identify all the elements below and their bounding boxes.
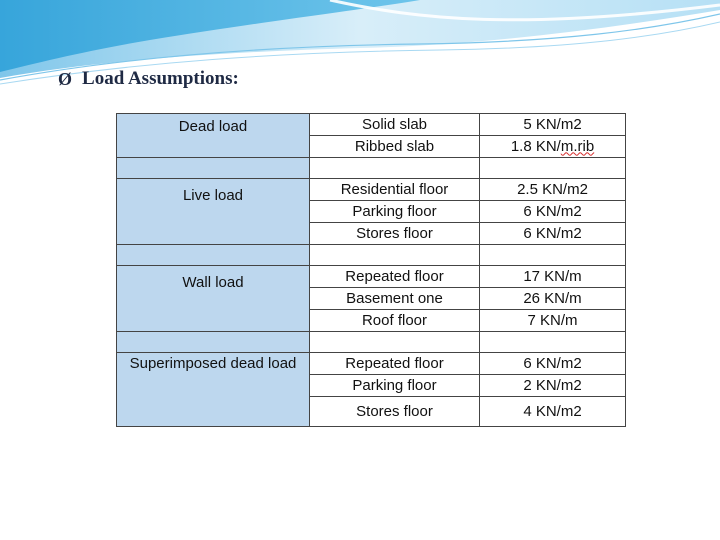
spacer-cell [117,332,310,353]
spacer-cell [310,158,480,179]
spacer-cell [480,245,626,266]
value-cell: 2 KN/m2 [480,375,626,397]
table-row [117,179,626,201]
item-cell: Ribbed slab [310,136,480,158]
table-row [117,114,626,136]
arrow-bullet-icon: Ø [58,68,73,89]
item-cell: Roof floor [310,310,480,332]
spacer-cell [117,158,310,179]
value-cell: 6 KN/m2 [480,201,626,223]
spacer-cell [117,245,310,266]
item-cell: Stores floor [310,223,480,245]
table-row [117,353,626,375]
item-cell: Stores floor [310,397,480,427]
category-live-load: Live load [117,179,310,245]
item-cell: Parking floor [310,375,480,397]
spellcheck-underlined-text: m.rib [560,137,595,155]
spacer-row [117,332,626,353]
category-dead-load: Dead load [117,114,310,158]
spacer-cell [310,332,480,353]
spacer-row [117,245,626,266]
slide-heading [58,68,239,90]
value-cell: 6 KN/m2 [480,353,626,375]
value-cell: 6 KN/m2 [480,223,626,245]
value-cell [480,136,626,158]
item-cell: Basement one [310,288,480,310]
item-cell: Residential floor [310,179,480,201]
spacer-cell [480,332,626,353]
value-cell: 2.5 KN/m2 [480,179,626,201]
category-wall-load: Wall load [117,266,310,332]
item-cell: Solid slab [310,114,480,136]
item-cell: Parking floor [310,201,480,223]
spacer-row [117,158,626,179]
value-cell: 7 KN/m [480,310,626,332]
value-cell: 26 KN/m [480,288,626,310]
spacer-cell [480,158,626,179]
load-table [116,113,626,427]
value-cell: 5 KN/m2 [480,114,626,136]
slide-title: Load Assumptions: [82,68,239,89]
value-cell: 4 KN/m2 [480,397,626,427]
value-number: 1.8 KN/ [510,137,561,155]
value-cell: 17 KN/m [480,266,626,288]
spacer-cell [310,245,480,266]
table-row [117,266,626,288]
item-cell: Repeated floor [310,266,480,288]
item-cell: Repeated floor [310,353,480,375]
category-superimposed-dead-load: Superimposed dead load [117,353,310,427]
